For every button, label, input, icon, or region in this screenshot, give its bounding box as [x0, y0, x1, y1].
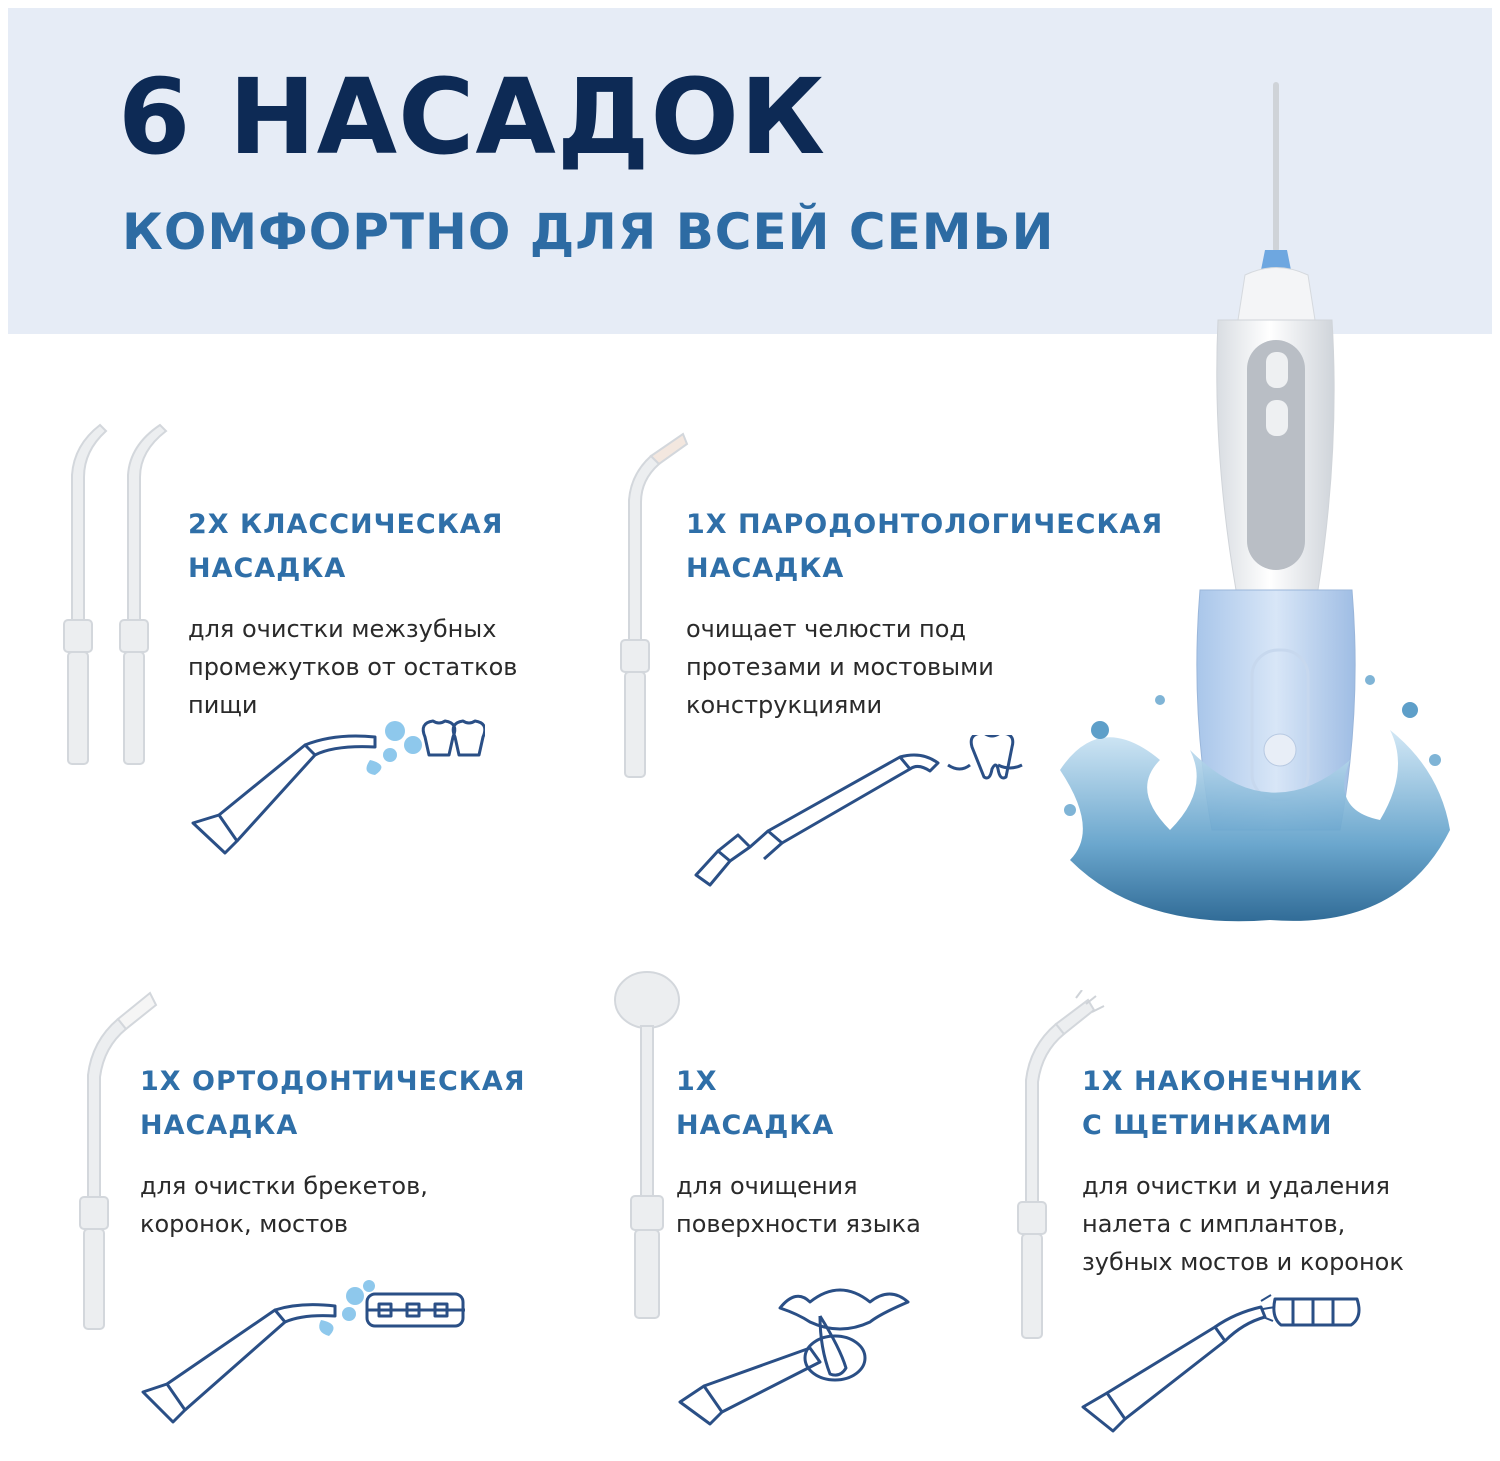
page-subtitle: КОМФОРТНО ДЛЯ ВСЕЙ СЕМЬИ: [122, 203, 1055, 261]
card-2-title-line-2: НАСАДКА: [686, 553, 845, 584]
card-5-desc-line-1: для очистки и удаления: [1082, 1172, 1390, 1200]
card-1-description: [188, 610, 517, 724]
card-5-desc-line-2: налета с имплантов,: [1082, 1210, 1346, 1238]
card-5-title: [1082, 1060, 1363, 1148]
card-5-description: [1082, 1167, 1404, 1281]
card-2-title-line-1: 1X ПАРОДОНТОЛОГИЧЕСКАЯ: [686, 509, 1164, 540]
classic-nozzles-photo: [60, 415, 175, 775]
card-4-title: [676, 1060, 834, 1148]
card-5-desc-line-3: зубных мостов и коронок: [1082, 1248, 1404, 1276]
card-3-desc-line-1: для очистки брекетов,: [140, 1172, 428, 1200]
card-5-title-line-1: 1X НАКОНЕЧНИК: [1082, 1066, 1363, 1097]
orthodontic-nozzle-braces-pictogram: [135, 1280, 475, 1425]
card-3-description: [140, 1167, 428, 1243]
card-3-title-line-1: 1X ОРТОДОНТИЧЕСКАЯ: [140, 1066, 526, 1097]
periodontal-nozzle-tooth-pictogram: [690, 735, 1025, 890]
irrigator-nozzle: [1273, 82, 1279, 252]
card-2-desc-line-3: конструкциями: [686, 691, 883, 719]
card-4-title-line-2: НАСАДКА: [676, 1110, 835, 1141]
card-2-title: [686, 503, 1163, 591]
card-2-desc-line-2: протезами и мостовыми: [686, 653, 994, 681]
card-2-desc-line-1: очищает челюсти под: [686, 615, 967, 643]
card-3-title: [140, 1060, 526, 1148]
card-3-title-line-2: НАСАДКА: [140, 1110, 299, 1141]
card-1-title: [188, 503, 503, 591]
card-2-description: [686, 610, 994, 724]
card-1-title-line-1: 2X КЛАССИЧЕСКАЯ: [188, 509, 504, 540]
card-1-desc-line-2: промежутков от остатков: [188, 653, 518, 681]
bristle-nozzle-implant-pictogram: [1075, 1283, 1365, 1433]
classic-nozzle-teeth-pictogram: [185, 715, 485, 860]
card-4-title-line-1: 1X: [676, 1066, 718, 1097]
card-4-desc-line-1: для очищения: [676, 1172, 858, 1200]
card-4-description: [676, 1167, 921, 1243]
card-4-desc-line-2: поверхности языка: [676, 1210, 921, 1238]
card-5-title-line-2: С ЩЕТИНКАМИ: [1082, 1110, 1333, 1141]
periodontal-nozzle-photo: [605, 430, 695, 785]
card-3-desc-line-2: коронок, мостов: [140, 1210, 349, 1238]
page-title: 6 НАСАДОК: [118, 56, 826, 178]
card-1-title-line-2: НАСАДКА: [188, 553, 347, 584]
card-1-desc-line-1: для очистки межзубных: [188, 615, 497, 643]
card-1-desc-line-3: пищи: [188, 691, 258, 719]
tongue-nozzle-mouth-pictogram: [670, 1278, 915, 1428]
